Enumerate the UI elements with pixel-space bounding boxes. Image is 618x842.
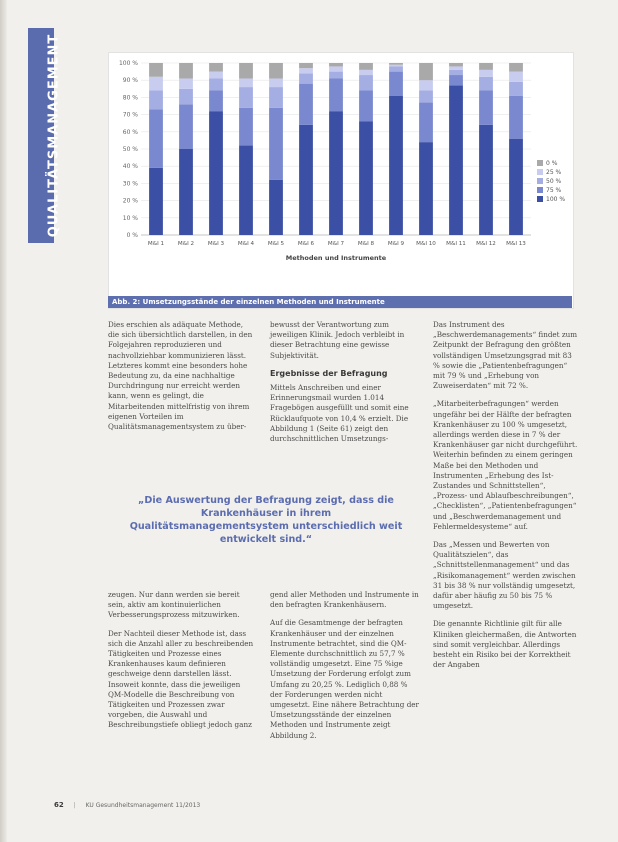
bar-segment [359, 70, 373, 75]
bar-segment [449, 70, 463, 75]
page-footer [54, 801, 354, 809]
section-heading: Ergebnisse der Befragung [270, 368, 388, 378]
bar-segment [209, 111, 223, 235]
section-tab-label-wrap [41, 28, 67, 243]
bar-segment [299, 73, 313, 83]
x-tick-label: M&I 8 [357, 241, 375, 247]
x-tick-label: M&I 10 [416, 241, 436, 247]
column-right [433, 320, 579, 679]
legend-swatch [537, 196, 543, 202]
bar-segment [479, 63, 493, 70]
legend-label: 75 % [546, 187, 562, 194]
x-tick-label: M&I 9 [387, 241, 405, 247]
legend-swatch [537, 160, 543, 166]
bar-segment [389, 96, 403, 235]
legend-label: 25 % [546, 169, 562, 176]
x-tick-label: M&I 12 [476, 241, 496, 247]
bar-segment [389, 65, 403, 67]
y-tick-label: 60 % [122, 128, 138, 136]
bar-segment [509, 139, 523, 235]
bar-segment [359, 91, 373, 122]
paragraph: Der Nachteil dieser Methode ist, dass sich die Anzahl aller zu beschreibenden Tätigkeiten und Prozesse eines Krankenhauses kaum definieren geschweige denn darstellen lässt. Insoweit konnte, dass die jeweiligen QM-Modelle die Beschreibung von Tätigkeiten und Prozessen zwar vorgeben, die Auswahl und Beschreibungstiefe obliegt jedoch ganz [108, 628, 254, 730]
bar-segment [359, 63, 373, 70]
bar-segment [179, 78, 193, 88]
figure-chart [108, 52, 574, 309]
bar-segment [239, 108, 253, 146]
page-number: 62 [54, 801, 64, 809]
bar-segment [419, 142, 433, 235]
bar-segment [479, 77, 493, 91]
y-tick-label: 50 % [122, 146, 138, 153]
y-tick-label: 0 % [126, 232, 138, 239]
x-tick-label: M&I 1 [147, 241, 165, 247]
bar-segment [509, 96, 523, 139]
bar-segment [329, 111, 343, 235]
bar-segment [179, 104, 193, 149]
bar-segment [209, 78, 223, 90]
bar-segment [479, 125, 493, 235]
bar-segment [179, 149, 193, 235]
bar-segment [449, 85, 463, 235]
bar-segment [269, 78, 283, 87]
y-tick-label: 20 % [122, 197, 138, 205]
paragraph: Das Instrument des „Beschwerdemanagements“ findet zum Zeitpunkt der Befragung den größten vollständigen Umsetzungsgrad mit 83 % sowie die „Patientenbefragungen“ mit 79 % und „Erhebung von Zuweiserdaten“ mit 72 %. [433, 320, 578, 391]
column-left-bottom [108, 590, 256, 739]
y-tick-label: 40 % [122, 163, 138, 171]
bar-segment [149, 109, 163, 167]
bar-segment [269, 87, 283, 108]
bar-segment [329, 72, 343, 79]
page-edge-shadow [0, 0, 7, 842]
bar-segment [149, 63, 163, 77]
bar-segment [359, 75, 373, 90]
paragraph: Auf die Gesamtmenge der befragten Krankenhäuser und der einzelnen Instrumente betrachtet, sind die QM-Elemente durchschnittlich zu 57,7 % vollständig umgesetzt. Eine 75 %ige Umsetzung der Forderung erfolgt zum Umfang zu 20,25 %. Lediglich 0,88 % der Forderungen werden nicht umgesetzt. Eine nähere Betrachtung der Umsetzungsstände der einzelnen Methoden und Instrumente zeigt Abbildung 2. [270, 618, 419, 740]
legend-swatch [537, 178, 543, 184]
column-mid-bottom [270, 590, 420, 749]
bar-segment [269, 108, 283, 180]
legend-swatch [537, 169, 543, 175]
paragraph: zeugen. Nur dann werden sie bereit sein, aktiv am kontinuierlichen Verbesserungsprozess mitzuwirken. [108, 590, 240, 620]
x-tick-label: M&I 7 [327, 241, 345, 247]
x-axis-title: Methoden und Instrumente [285, 254, 387, 262]
bar-segment [449, 75, 463, 85]
x-tick-label: M&I 3 [207, 241, 225, 247]
bar-segment [389, 63, 403, 65]
bar-segment [149, 168, 163, 235]
bar-segment [419, 63, 433, 80]
bar-segment [509, 72, 523, 82]
bar-segment [269, 180, 283, 235]
y-tick-label: 10 % [122, 214, 138, 222]
bar-segment [449, 66, 463, 69]
paragraph: Mittels Anschreiben und einer Erinnerungsmail wurden 1.014 Fragebögen ausgefüllt und somit eine Rücklaufquote von 10,4 % erzielt. Die Abbildung 1 (Seite 61) zeigt den durchschnittlichen Umsetzungs- [270, 383, 409, 444]
paragraph: Das „Messen und Bewerten von Qualitätszielen“, das „Schnittstellenmanagement“ und das „Risikomanagement“ werden zwischen 31 bis 38 % nur vollständig umgesetzt, dafür aber häufig zu 50 bis 75 % umgesetzt. [433, 540, 576, 611]
bar-segment [299, 84, 313, 125]
paragraph: bewusst der Verantwortung zum jeweiligen Klinik. Jedoch verbleibt in dieser Betrachtung eine gewisse Subjektivität. [270, 320, 405, 360]
y-tick-label: 90 % [122, 77, 138, 85]
bar-segment [239, 78, 253, 87]
paragraph: Die genannte Richtlinie gilt für alle Kliniken gleichermaßen, die Antworten sind somit vergleichbar. Allerdings besteht ein Risiko bei der Korrektheit der Angaben [433, 619, 577, 670]
bar-segment [209, 91, 223, 112]
bar-segment [239, 146, 253, 235]
bar-segment [149, 91, 163, 110]
bar-segment [209, 72, 223, 79]
bar-segment [239, 63, 253, 78]
x-tick-label: M&I 4 [237, 241, 255, 247]
y-tick-label: 80 % [122, 94, 138, 102]
pull-quote: „Die Auswertung der Befragung zeigt, dass die Krankenhäuser in ihrem Qualitätsmanagementsystem unterschiedlich weit entwickelt sind.“ [129, 495, 403, 545]
x-tick-label: M&I 6 [297, 241, 315, 247]
y-tick-label: 100 % [118, 60, 138, 67]
legend-label: 0 % [546, 160, 558, 167]
paragraph: gend aller Methoden und Instrumente in den befragten Krankenhäusern. [270, 590, 419, 610]
x-tick-label: M&I 2 [177, 241, 195, 247]
x-tick-label: M&I 11 [446, 241, 466, 247]
column-left-top [108, 320, 256, 440]
x-tick-label: M&I 5 [267, 241, 285, 247]
section-tab-label: QUALITÄTSMANAGEMENT [46, 33, 62, 238]
bar-segment [419, 80, 433, 90]
bar-segment [299, 68, 313, 73]
bar-segment [509, 82, 523, 96]
bar-segment [179, 89, 193, 104]
legend-label: 50 % [546, 178, 562, 185]
section-tab [28, 28, 62, 243]
bar-segment [209, 63, 223, 72]
figure-caption: Abb. 2: Umsetzungsstände der einzelnen Methoden und Instrumente [108, 296, 572, 308]
bar-segment [149, 77, 163, 91]
bar-segment [449, 63, 463, 66]
bar-segment [479, 70, 493, 77]
paragraph: Dies erschien als adäquate Methode, die sich übersichtlich darstellen, in den Folgejahren reproduzieren und nachvollziehbar kommunizieren lässt. Letzteres kommt eine besonders hohe Bedeutung zu, da eine nachhaltige Durchdringung nur erreicht werden kann, wenn es gelingt, die Mitarbeitenden mittelfristig von ihrem eigenen Vorteilen im Qualitätsmanagementsystem zu über- [108, 320, 253, 432]
bar-segment [509, 63, 523, 72]
footer-separator: | [73, 802, 76, 809]
bar-segment [479, 91, 493, 125]
bar-segment [419, 103, 433, 143]
bar-segment [389, 72, 403, 96]
column-mid-top [270, 320, 420, 452]
legend-swatch [537, 187, 543, 193]
bar-segment [359, 121, 373, 235]
bar-segment [389, 66, 403, 71]
bar-segment [239, 87, 253, 108]
bar-segment [179, 63, 193, 78]
x-tick-label: M&I 13 [506, 241, 526, 247]
y-tick-label: 70 % [122, 111, 138, 119]
bar-segment [419, 91, 433, 103]
bar-segment [329, 66, 343, 71]
bar-segment [329, 63, 343, 66]
bar-segment [299, 63, 313, 68]
bar-segment [329, 78, 343, 111]
paragraph: „Mitarbeiterbefragungen“ werden ungefähr bei der Hälfte der befragten Krankenhäuser zu 100 % umgesetzt, allerdings werden diese in 7 % der Krankenhäuser gar nicht durchgeführt. Weiterhin befinden zu einem geringen Maße bei den Methoden und Instrumenten „Erhebung des Ist-Zustandes und Schnittstellen“, „Prozess- und Ablaufbeschreibungen“, „Checklisten“, „Patientenbefragungen“ und „Beschwerdemanagement und Fehlermeldesysteme“ auf. [433, 399, 578, 531]
y-tick-label: 30 % [122, 180, 138, 188]
legend-label: 100 % [546, 196, 566, 203]
stacked-bar-chart [109, 53, 573, 297]
publication-name: KU Gesundheitsmanagement 11/2013 [85, 802, 201, 809]
bar-segment [299, 125, 313, 235]
bar-segment [269, 63, 283, 78]
